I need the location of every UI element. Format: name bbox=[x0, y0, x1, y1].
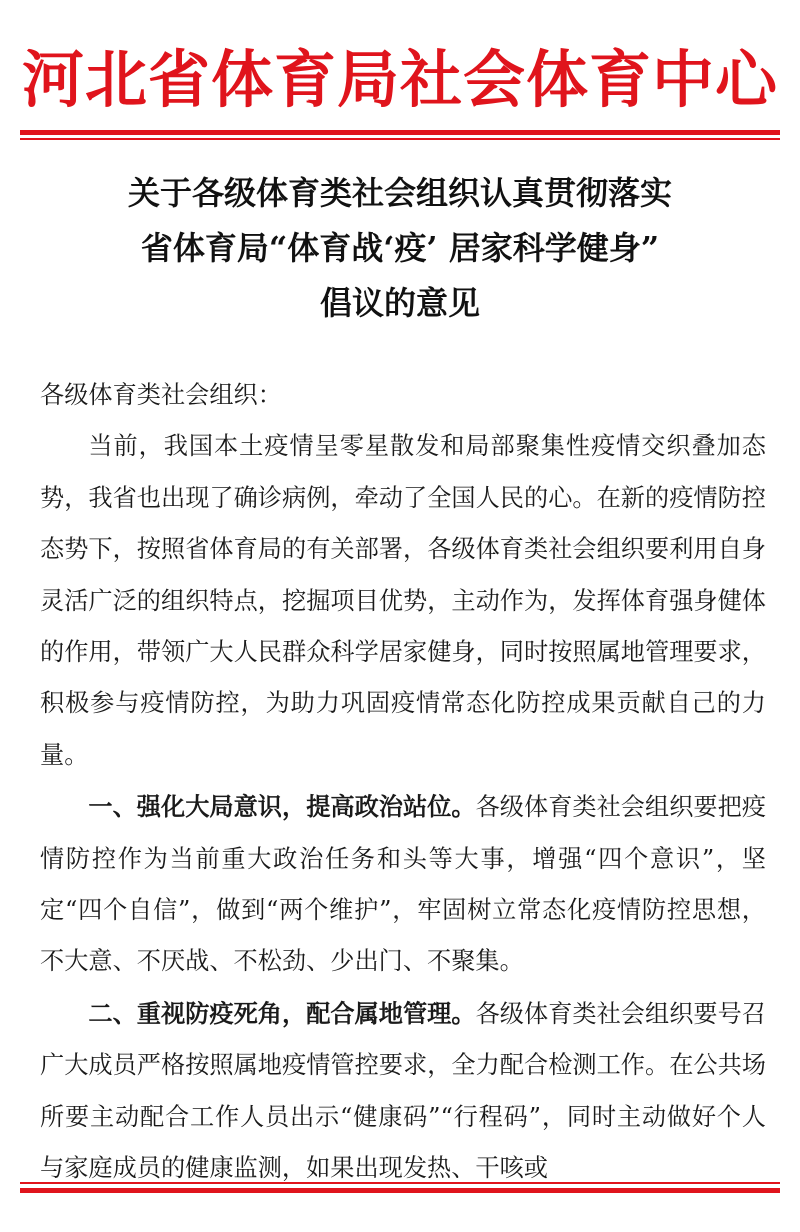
document-body bbox=[40, 370, 766, 1195]
document-title bbox=[0, 166, 800, 331]
paragraph-section-1 bbox=[40, 781, 766, 988]
title-line-2: 省体育局“体育战‘疫’ 居家科学健身” bbox=[140, 229, 660, 267]
paragraph-section-2 bbox=[40, 988, 766, 1195]
section-2-text: 各级体育类社会组织要号召广大成员严格按照属地疫情管控要求，全力配合检测工作。在公共场所要主动配合工作人员出示“健康码”“行程码”，同时主动做好个人与家庭成员的健康监测，如果出现发热、干咳或 bbox=[40, 999, 766, 1183]
masthead-org-name: 河北省体育局社会体育中心 bbox=[21, 43, 778, 116]
title-line-1: 关于各级体育类社会组织认真贯彻落实 bbox=[127, 174, 672, 212]
greeting: 各级体育类社会组织： bbox=[40, 381, 282, 409]
section-1-text: 各级体育类社会组织要把疫情防控作为当前重大政治任务和头等大事，增强“四个意识”，坚定“四个自信”，做到“两个维护”，牢固树立常态化疫情防控思想，不大意、不厌战、不松劲、少出门、不聚集。 bbox=[40, 793, 766, 976]
footer-rule-thick bbox=[20, 1188, 780, 1193]
paragraph-intro: 当前，我国本土疫情呈零星散发和局部聚集性疫情交织叠加态势，我省也出现了确诊病例，牵动了全国人民的心。在新的疫情防控态势下，按照省体育局的有关部署，各级体育类社会组织要利用自身灵活广泛的组织特点，挖掘项目优势，主动作为，发挥体育强身健体的作用，带领广大人民群众科学居家健身，同时按照属地管理要求，积极参与疫情防控，为助力巩固疫情常态化防控成果贡献自己的力量。 bbox=[40, 432, 766, 769]
section-1-heading: 一、强化大局意识，提高政治站位。 bbox=[88, 792, 476, 822]
title-line-3: 倡议的意见 bbox=[319, 284, 480, 322]
section-2-heading: 二、重视防疫死角，配合属地管理。 bbox=[88, 998, 476, 1028]
footer-rule-thin bbox=[20, 1182, 780, 1184]
masthead-rule-thick bbox=[20, 130, 780, 135]
masthead-rule-thin bbox=[20, 138, 780, 140]
